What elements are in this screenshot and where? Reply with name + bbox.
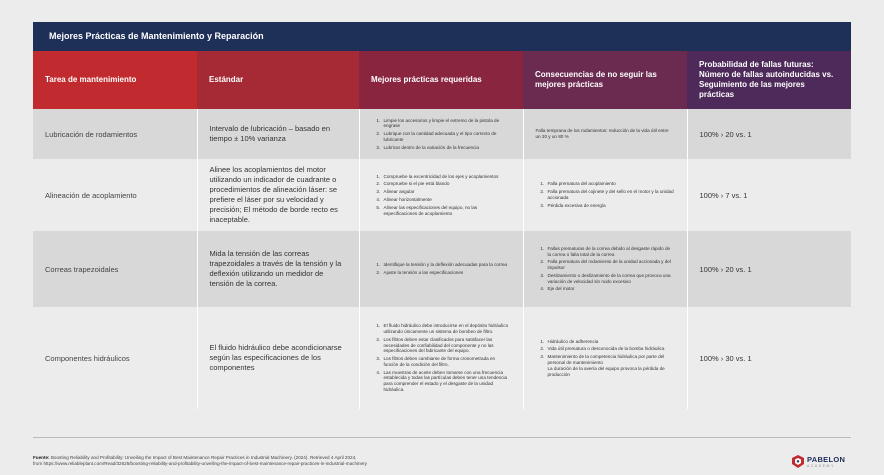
- source-url: from https://www.reliableplant.com/Read/32625/boosting-reliability-and-profitability-unveiling-the-impact-of-best-maintenance-repair-practices-in-industrial-machinery: [33, 461, 367, 466]
- consequence-item: 2. Falla prematura del cojinete y del sello en el motor y la unidad accionada: [546, 189, 675, 201]
- practice-item: 1. Compruebe la excentricidad de los ejes y acoplamientos: [382, 174, 511, 180]
- table-row: [33, 307, 851, 409]
- practice-item: 4. Las muestras de aceite deben tomarse con una frecuencia establecida y todas las partículas deben tener una tendencia para comprender el estado y el desgaste de la unidad hidráulica.: [382, 370, 511, 393]
- practice-item: 4. Alinear horizontalmente: [382, 197, 511, 203]
- pabelon-logo: [792, 455, 845, 468]
- header-row: [33, 51, 851, 109]
- consequence-item: 1. Hidráulico de adherencia: [546, 339, 675, 345]
- task-cell: Correas trapezoidales: [33, 231, 197, 307]
- consequence-item: 3. Deslizamiento o deslizamiento de la correa que provoca una variación de velocidad sin ruido excesivo: [546, 273, 675, 285]
- header-task: Tarea de mantenimiento: [33, 51, 197, 109]
- practice-item: 2. Ajuste la tensión a las especificaciones: [382, 270, 511, 276]
- practice-item: 1. El fluido hidráulico debe introducirse en el depósito hidráulico utilizando únicamente un sistema de bombeo de filtro.: [382, 323, 511, 335]
- consequence-text: Falla temprana de los rodamientos: reducción de la vida útil entre un 20 y un 80 %: [535, 128, 669, 139]
- probability-cell: 100% › 7 vs. 1: [687, 159, 851, 231]
- practice-item: 5. Alinear las especificaciones del equipo, no las especificaciones de acoplamiento: [382, 205, 511, 217]
- practice-item: 2. Lubrique con la cantidad adecuada y el tipo correcto de lubricante: [382, 131, 511, 143]
- table-row: [33, 159, 851, 231]
- consequence-item: 2. Falla prematura del rodamiento de la unidad accionada y del impulsor: [546, 259, 675, 271]
- consequence-item: 1. Falla prematura del acoplamiento: [546, 181, 675, 187]
- task-cell: Componentes hidráulicos: [33, 307, 197, 409]
- footer-divider: [33, 437, 851, 438]
- standard-cell: Mida la tensión de las correas trapezoidales a través de la tensión y la deflexión utilizando un medidor de tensión de la correa.: [197, 231, 359, 307]
- logo-sub: ACADEMY: [807, 463, 835, 468]
- header-probability: Probabilidad de fallas futuras: Número de fallas autoinducidas vs. Seguimiento de las mejores prácticas: [687, 51, 851, 109]
- consequences-cell: [523, 231, 687, 307]
- table-title: Mejores Prácticas de Mantenimiento y Reparación: [33, 22, 851, 51]
- task-cell: Alineación de acoplamiento: [33, 159, 197, 231]
- header-consequences: Consecuencias de no seguir las mejores prácticas: [523, 51, 687, 109]
- source-label: Fuente:: [33, 455, 50, 460]
- practice-item: 1. Identifique la tensión y la deflexión adecuadas para la correa: [382, 262, 511, 268]
- practice-item: 2. Compruebe si el pie está blando: [382, 181, 511, 187]
- probability-cell: 100% › 30 vs. 1: [687, 307, 851, 409]
- practice-item: 1. Limpie los accesorios y limpie el extremo de la pistola de engrase: [382, 118, 511, 130]
- header-standard: Estándar: [197, 51, 359, 109]
- practices-cell: [359, 159, 523, 231]
- practices-table: [33, 51, 851, 409]
- probability-cell: 100% › 20 vs. 1: [687, 109, 851, 159]
- consequence-item: 3. Mantenimiento de la competencia hidráulica por parte del personal de mantenimiento La duración de la avería del equipo provoca la pérdida de producción: [546, 354, 675, 377]
- source-text: Boosting Reliability and Profitability: Unveiling the Impact of Best Maintenance Repair Practices in Industrial Machinery. (2024). Retrieved 4 April 2024,: [49, 455, 357, 460]
- consequences-cell: [523, 307, 687, 409]
- header-practices: Mejores prácticas requeridas: [359, 51, 523, 109]
- practice-item: 2. Los filtros deben estar clasificados para satisfacer las necesidades de confiabilidad del componente y no las especificaciones del fabricante del equipo.: [382, 337, 511, 354]
- logo-name: PABELON: [807, 454, 846, 464]
- practices-table-frame: [33, 22, 851, 409]
- consequence-item: 2. Vida útil prematura o desconocida de la bomba hidráulica: [546, 346, 675, 352]
- practices-cell: [359, 109, 523, 159]
- standard-cell: El fluido hidráulico debe acondicionarse según las especificaciones de los componentes: [197, 307, 359, 409]
- table-row: [33, 109, 851, 159]
- practice-item: 3. Lubricar dentro de la variación de la frecuencia: [382, 145, 511, 151]
- probability-cell: 100% › 20 vs. 1: [687, 231, 851, 307]
- task-cell: Lubricación de rodamientos: [33, 109, 197, 159]
- consequence-item: 4. Eje del motor: [546, 286, 675, 292]
- consequence-item: 1. Fallas prematuras de la correa debido al desgaste rápido de la correa o falla total de la correa: [546, 246, 675, 258]
- consequence-item: 3. Pérdida excesiva de energía: [546, 203, 675, 209]
- practice-item: 3. Alinear angular: [382, 189, 511, 195]
- standard-cell: Alinee los acoplamientos del motor utilizando un indicador de cuadrante o procedimientos de alineación láser: se prefiere el láser por su velocidad y precisión; El método de borde recto es inaceptable.: [197, 159, 359, 231]
- practices-cell: [359, 307, 523, 409]
- table-row: [33, 231, 851, 307]
- practices-cell: [359, 231, 523, 307]
- consequences-cell: [523, 159, 687, 231]
- pabelon-logo-icon: [792, 455, 804, 468]
- source-citation: [33, 455, 733, 467]
- standard-cell: Intervalo de lubricación – basado en tiempo ± 10% varianza: [197, 109, 359, 159]
- consequences-cell: [523, 109, 687, 159]
- practice-item: 3. Los filtros deben cambiarse de forma cronometrada en función de la condición del filtro.: [382, 356, 511, 368]
